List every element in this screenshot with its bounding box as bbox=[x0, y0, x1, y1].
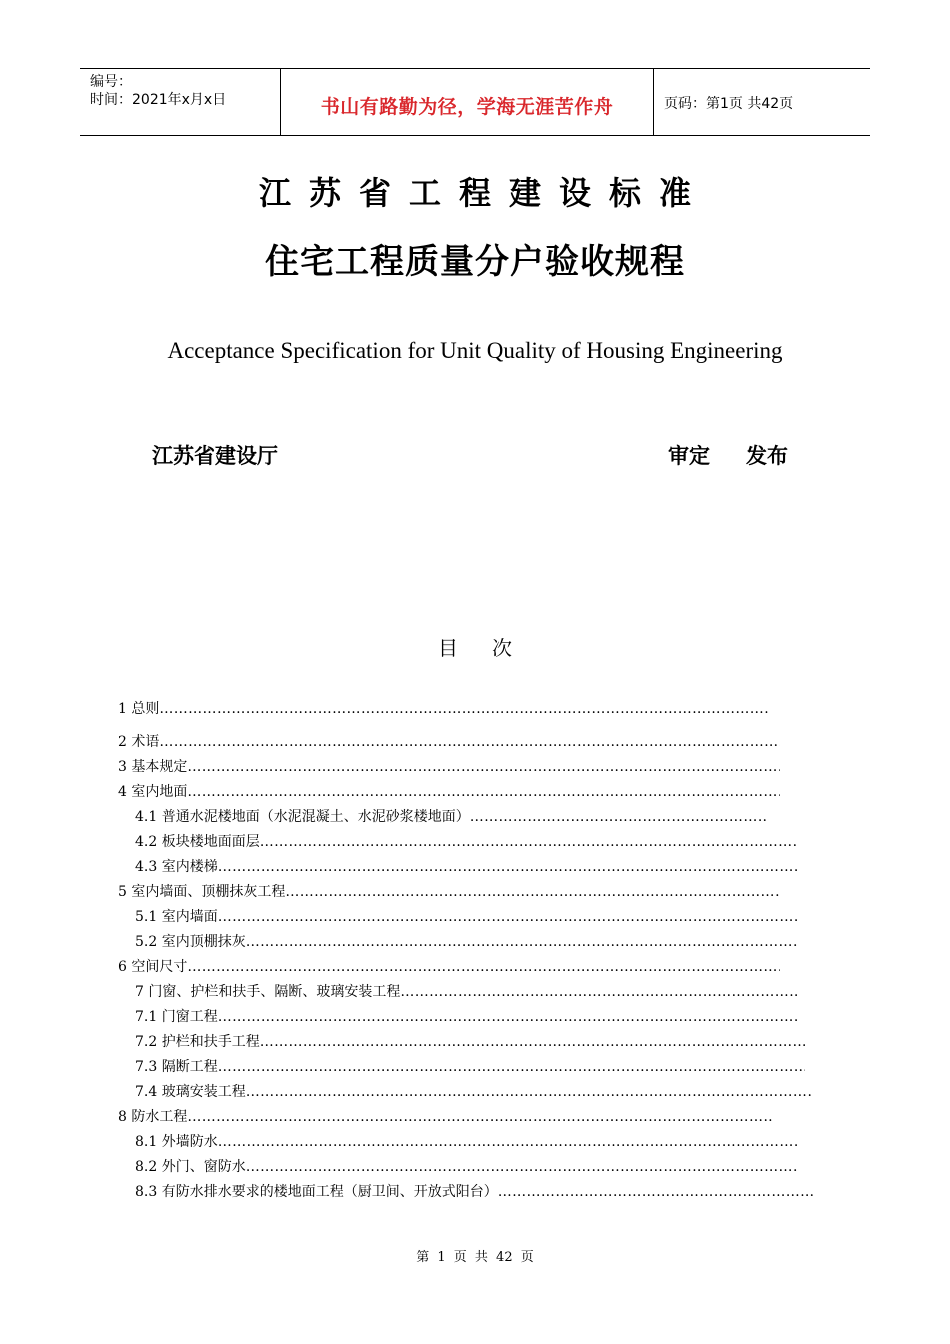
toc-item[interactable]: 3 基本规定 …………………………………………………………………………………………………………………………………………………………………………………… bbox=[118, 756, 780, 778]
toc-leader-dots bbox=[246, 931, 799, 953]
document-title: 住宅工程质量分户验收规程 bbox=[265, 242, 685, 282]
toc-leader-dots bbox=[159, 698, 770, 720]
toc-item[interactable]: 7.4 玻璃安装工程 …………………………………………………………………………………………………………………………………………………………………………………… bbox=[135, 1081, 813, 1103]
toc-leader-dots bbox=[470, 806, 767, 828]
toc-item[interactable]: 8.1 外墙防水 …………………………………………………………………………………………………………………………………………………………………………………… bbox=[135, 1131, 797, 1153]
header-page-info: 页码：第1页 共42页 bbox=[664, 96, 794, 112]
toc-leader-dots bbox=[187, 756, 780, 778]
document-time: 时间：2021年x月x日 bbox=[90, 92, 227, 108]
toc-leader-dots bbox=[187, 1106, 772, 1128]
toc-item[interactable]: 7 门窗、护栏和扶手、隔断、玻璃安装工程 …………………………………………………………………………………………………………………………………………………………………………………… bbox=[135, 981, 797, 1003]
toc-heading: 目次 bbox=[438, 636, 546, 660]
document-number: 编号： bbox=[90, 74, 132, 90]
toc-leader-dots bbox=[218, 1131, 797, 1153]
toc-leader-dots bbox=[218, 1056, 805, 1078]
toc-item[interactable]: 6 空间尺寸 …………………………………………………………………………………………………………………………………………………………………………………… bbox=[118, 956, 780, 978]
toc-item[interactable]: 1 总则 …………………………………………………………………………………………………………………………………………………………………………………… bbox=[118, 698, 770, 720]
toc-leader-dots bbox=[246, 1156, 797, 1178]
toc-item[interactable]: 7.2 护栏和扶手工程 …………………………………………………………………………………………………………………………………………………………………………………… bbox=[135, 1031, 805, 1053]
toc-leader-dots bbox=[218, 1006, 797, 1028]
toc-item[interactable]: 4.3 室内楼梯 …………………………………………………………………………………………………………………………………………………………………………………… bbox=[135, 856, 797, 878]
header-meta bbox=[80, 69, 281, 135]
toc-item[interactable]: 5.1 室内墙面 …………………………………………………………………………………………………………………………………………………………………………………… bbox=[135, 906, 797, 928]
toc-leader-dots bbox=[260, 831, 797, 853]
toc-leader-dots bbox=[218, 856, 797, 878]
issue-status bbox=[668, 440, 788, 470]
toc-leader-dots bbox=[246, 1081, 813, 1103]
issuer-name: 江苏省建设厅 bbox=[152, 444, 278, 468]
toc-item[interactable]: 5.2 室内顶棚抹灰 …………………………………………………………………………………………………………………………………………………………………………………… bbox=[135, 931, 799, 953]
toc-item[interactable]: 4.1 普通水泥楼地面（水泥混凝土、水泥砂浆楼地面） …………………………………………………………………………………………………………………………………………………………………………………… bbox=[135, 806, 767, 828]
toc-leader-dots bbox=[285, 881, 780, 903]
page-footer: 第 1 页 共 42 页 bbox=[416, 1250, 534, 1265]
toc-item[interactable]: 7.3 隔断工程 …………………………………………………………………………………………………………………………………………………………………………………… bbox=[135, 1056, 805, 1078]
publish-label: 发布 bbox=[746, 444, 788, 468]
toc-leader-dots bbox=[218, 906, 797, 928]
toc-leader-dots bbox=[187, 956, 780, 978]
header-motto: 书山有路勤为径，学海无涯苦作舟 bbox=[320, 95, 614, 118]
toc-leader-dots bbox=[159, 731, 780, 753]
header-motto-cell bbox=[281, 69, 654, 135]
toc-item[interactable]: 8.3 有防水排水要求的楼地面工程（厨卫间、开放式阳台） …………………………………………………………………………………………………………………………………………………………………………………… bbox=[135, 1181, 813, 1203]
standard-title: 江苏省工程建设标准 bbox=[258, 174, 709, 212]
english-title: Acceptance Specification for Unit Quality of Housing Engineering bbox=[167, 338, 783, 363]
toc-item[interactable]: 8.2 外门、窗防水 …………………………………………………………………………………………………………………………………………………………………………………… bbox=[135, 1156, 797, 1178]
toc-item[interactable]: 5 室内墙面、顶棚抹灰工程 …………………………………………………………………………………………………………………………………………………………………………………… bbox=[118, 881, 780, 903]
toc-item[interactable]: 2 术语 …………………………………………………………………………………………………………………………………………………………………………………… bbox=[118, 731, 780, 753]
approve-label: 审定 bbox=[668, 444, 710, 468]
toc-item[interactable]: 4 室内地面 …………………………………………………………………………………………………………………………………………………………………………………… bbox=[118, 781, 780, 803]
toc-leader-dots bbox=[400, 981, 797, 1003]
toc-leader-dots bbox=[260, 1031, 805, 1053]
toc-item[interactable]: 4.2 板块楼地面面层 …………………………………………………………………………………………………………………………………………………………………………………… bbox=[135, 831, 797, 853]
toc-item[interactable]: 8 防水工程 …………………………………………………………………………………………………………………………………………………………………………………… bbox=[118, 1106, 772, 1128]
toc-item[interactable]: 7.1 门窗工程 …………………………………………………………………………………………………………………………………………………………………………………… bbox=[135, 1006, 797, 1028]
page-header bbox=[80, 68, 870, 136]
toc-leader-dots bbox=[498, 1181, 813, 1203]
toc-leader-dots bbox=[187, 781, 780, 803]
